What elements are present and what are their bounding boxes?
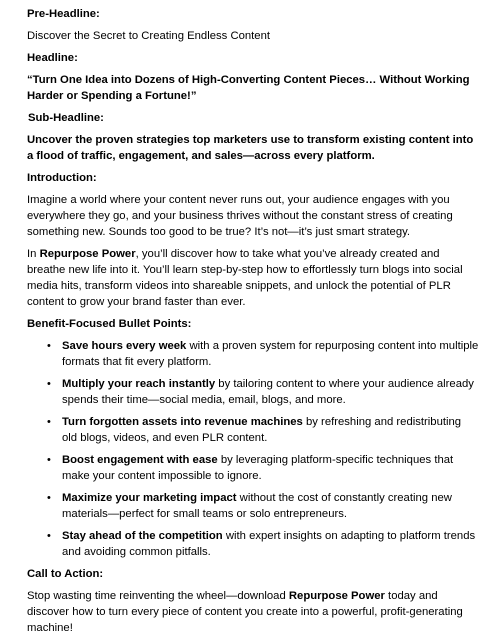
pre-headline-label: Pre-Headline: [27, 8, 100, 20]
bullet-icon: • [47, 492, 51, 504]
benefit-text: with expert insights on adapting to platform trends and avoiding common pitfalls. [62, 530, 476, 558]
bullet-icon: • [47, 378, 51, 390]
benefit-bold: Turn forgotten assets into revenue machines [62, 416, 303, 428]
benefit-text: by refreshing and redistributing old blogs, videos, and even PLR content. [62, 416, 462, 444]
introduction-paragraph-1: Imagine a world where your content never runs out, your audience engages with you everywhere they go, and your business thrives without the constant stress of creating something new. Sounds too good to be true? It’s not—it’s just smart strategy. [27, 194, 453, 238]
list-item [27, 414, 479, 446]
introduction-label: Introduction: [27, 172, 97, 184]
cta-pre: Stop wasting time reinventing the wheel—download [27, 590, 289, 602]
cta-post: today and discover how to turn every piece of content you create into a powerful, profit-generating machine! [27, 590, 463, 634]
headline-label: Headline: [27, 52, 78, 64]
benefit-bold: Save hours every week [62, 340, 187, 352]
benefit-text: by leveraging platform-specific techniques that make your content impossible to ignore. [62, 454, 454, 482]
headline-text: “Turn One Idea into Dozens of High-Converting Content Pieces… Without Working Harder or Spending a Fortune!” [27, 74, 470, 102]
intro-p2-pre: In [27, 248, 40, 260]
sub-headline-text: Uncover the proven strategies top marketers use to transform existing content into a flood of traffic, engagement, and sales—across every platform. [27, 134, 474, 162]
list-item [27, 376, 479, 408]
benefit-bold: Boost engagement with ease [62, 454, 218, 466]
list-item [27, 490, 479, 522]
bullet-icon: • [47, 454, 51, 466]
sub-headline-label: Sub-Headline: [28, 112, 104, 124]
list-item [27, 338, 479, 370]
bullet-icon: • [47, 530, 51, 542]
benefit-list [27, 338, 479, 560]
benefit-bold: Stay ahead of the competition [62, 530, 223, 542]
bullet-icon: • [47, 340, 51, 352]
list-item [27, 452, 479, 484]
introduction-paragraph-2 [27, 246, 479, 310]
list-item [27, 528, 479, 560]
bullet-icon: • [47, 416, 51, 428]
cta-label: Call to Action: [27, 568, 104, 580]
benefit-text: with a proven system for repurposing content into multiple formats that fit every platform. [62, 340, 479, 368]
benefit-bold: Multiply your reach instantly [62, 378, 216, 390]
benefits-label: Benefit-Focused Bullet Points: [27, 318, 192, 330]
cta-text [27, 588, 479, 636]
cta-product-name: Repurpose Power [288, 590, 385, 602]
intro-p2-product-name: Repurpose Power [39, 248, 136, 260]
benefit-text: without the cost of constantly creating new materials—perfect for small teams or solo entrepreneurs. [62, 492, 452, 520]
pre-headline-text: Discover the Secret to Creating Endless Content [27, 30, 271, 42]
benefit-text: by tailoring content to where your audience already spends their time—social media, email, blogs, and more. [62, 378, 474, 406]
benefit-bold: Maximize your marketing impact [62, 492, 237, 504]
intro-p2-post: , you’ll discover how to take what you’ve already created and breathe new life into it. You’ll learn step-by-step how to effortlessly turn blogs into social media hits, transform videos into shareable snippets, and unlock the potential of PLR content to grow your brand faster than ever. [27, 248, 463, 308]
